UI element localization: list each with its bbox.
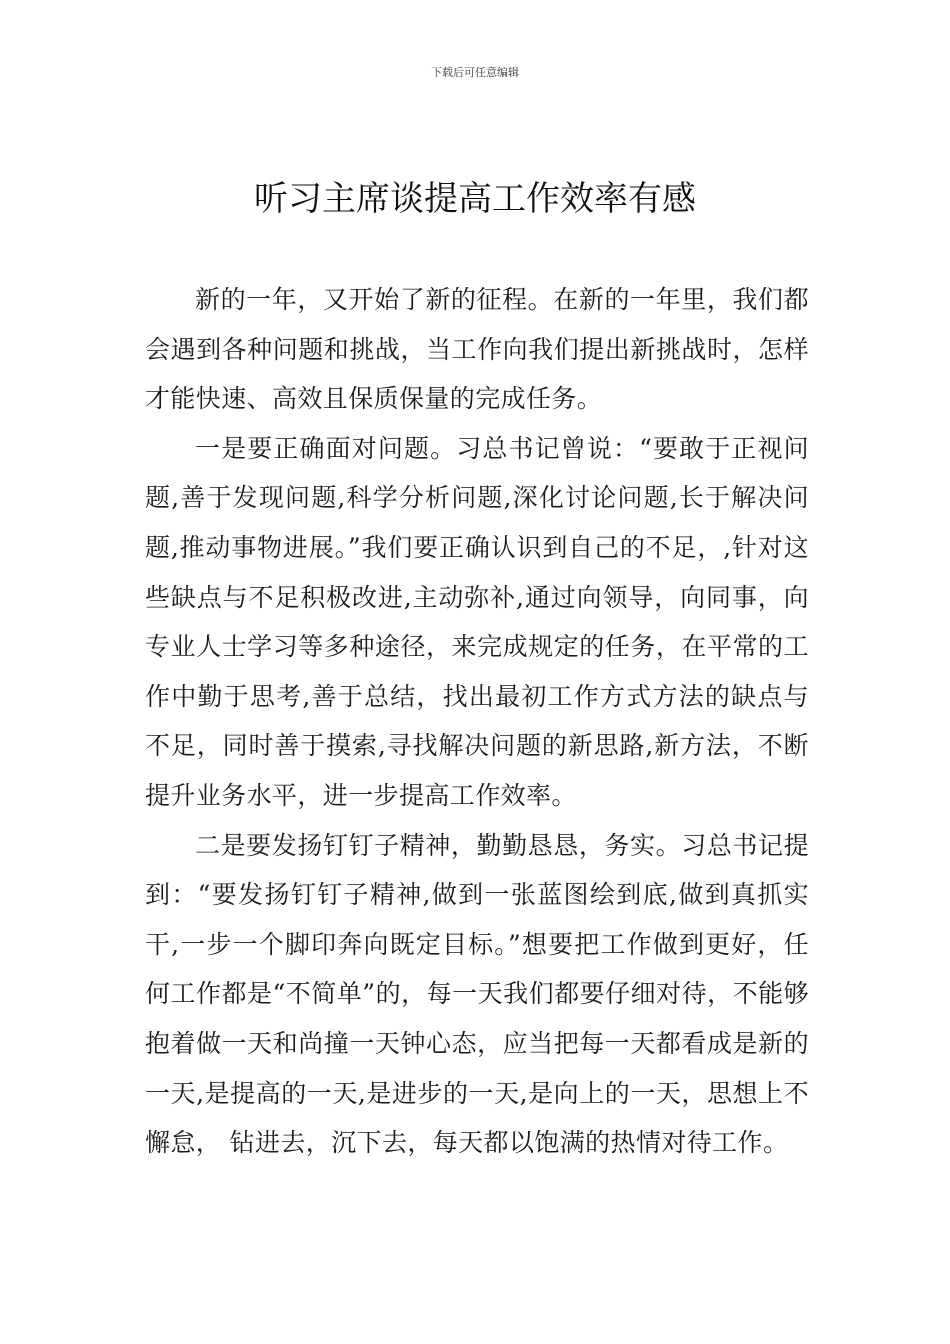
paragraph-intro: 新的一年，又开始了新的征程。在新的一年里，我们都会遇到各种问题和挑战，当工作向我们提出新挑战时，怎样才能快速、高效且保质保量的完成任务。 — [145, 285, 809, 414]
document-title: 听习主席谈提高工作效率有感 — [254, 179, 696, 219]
paragraph-point-one: 一是要正确面对问题。习总书记曾说：“要敢于正视问题,善于发现问题,科学分析问题,深化讨论问题,长于解决问题,推动事物进展。”我们要正确认识到自己的不足，,针对这些缺点与不足积极改进,主动弥补,通过向领导，向同事，向专业人士学习等多种途径，来完成规定的任务，在平常的工作中勤于思考,善于总结，找出最初工作方式方法的缺点与不足，同时善于摸索,寻找解决问题的新思路,新方法，不断提升业务水平，进一步提高工作效率。 — [145, 433, 809, 810]
paragraph-point-two: 二是要发扬钉钉子精神，勤勤恳恳，务实。习总书记提到：“要发扬钉钉子精神,做到一张蓝图绘到底,做到真抓实干,一步一个脚印奔向既定目标。”想要把工作做到更好，任何工作都是“不简单”的，每一天我们都要仔细对待，不能够抱着做一天和尚撞一天钟心态，应当把每一天都看成是新的一天,是提高的一天,是进步的一天,是向上的一天，思想上不懈怠， 钻进去，沉下去，每天都以饱满的热情对待工作。 — [145, 830, 809, 1158]
header-note: 下载后可任意编辑 — [431, 66, 519, 79]
document-body — [145, 275, 809, 1168]
